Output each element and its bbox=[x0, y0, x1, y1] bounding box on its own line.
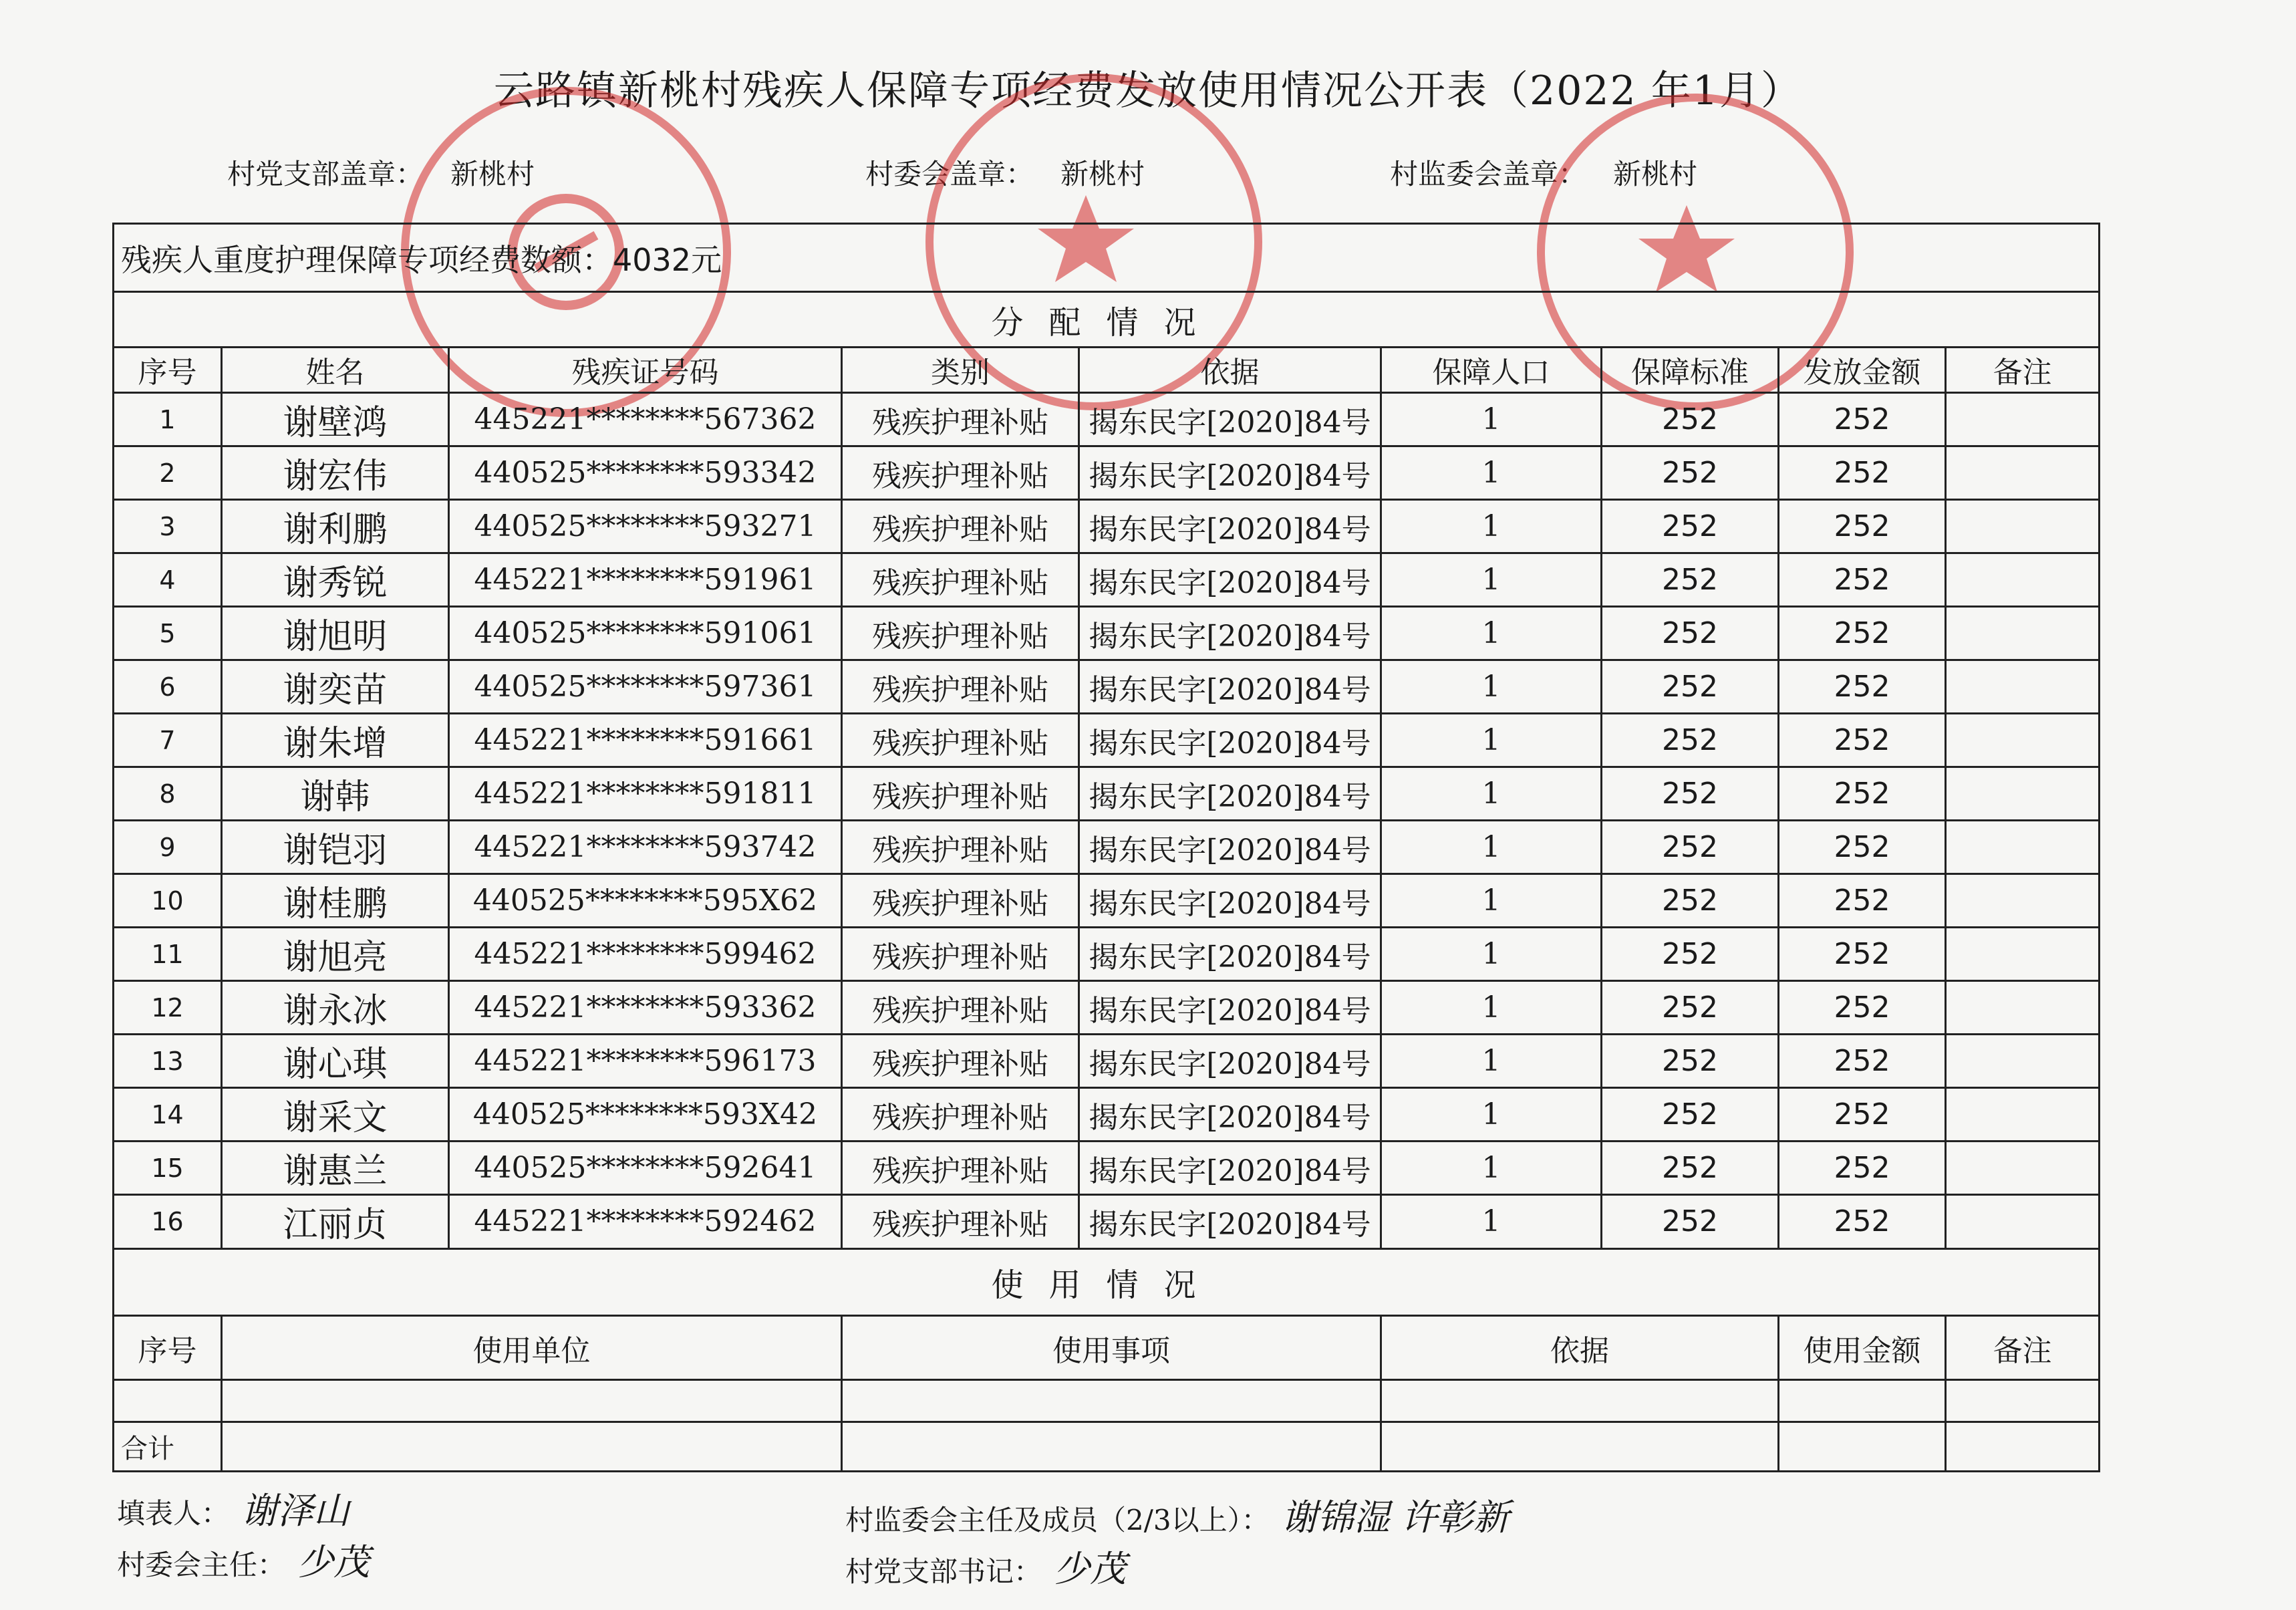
row-index: 12 bbox=[114, 981, 222, 1035]
row-basis: 揭东民字[2020]84号 bbox=[1079, 714, 1381, 767]
secretary-label: 村党支部书记： bbox=[845, 1555, 1042, 1588]
row-name: 谢利鹏 bbox=[222, 500, 449, 553]
usage-header-amount: 使用金额 bbox=[1779, 1315, 1946, 1379]
row-population: 1 bbox=[1381, 714, 1602, 767]
row-name: 谢奕苗 bbox=[222, 660, 449, 714]
row-category: 残疾护理补贴 bbox=[842, 393, 1079, 446]
row-name: 谢朱增 bbox=[222, 714, 449, 767]
row-amount: 252 bbox=[1779, 1088, 1946, 1142]
row-name: 谢永冰 bbox=[222, 981, 449, 1035]
row-cert-number: 440525********592641 bbox=[449, 1142, 842, 1195]
row-name: 谢壁鸿 bbox=[222, 393, 449, 446]
row-category: 残疾护理补贴 bbox=[842, 928, 1079, 981]
row-standard: 252 bbox=[1602, 821, 1779, 874]
supervision-seal-label: 村监委会盖章： bbox=[1390, 158, 1587, 190]
row-cert-number: 445221********599462 bbox=[449, 928, 842, 981]
col-header-index: 序号 bbox=[114, 347, 222, 392]
row-name: 谢旭明 bbox=[222, 607, 449, 660]
supervisors-names: 谢锦湿 许彰新 bbox=[1281, 1496, 1510, 1538]
row-index: 11 bbox=[114, 928, 222, 981]
party-seal-label: 村党支部盖章： bbox=[227, 158, 424, 190]
row-standard: 252 bbox=[1602, 981, 1779, 1035]
row-cert-number: 440525********593271 bbox=[449, 500, 842, 553]
row-standard: 252 bbox=[1602, 553, 1779, 607]
row-population: 1 bbox=[1381, 874, 1602, 928]
row-cert-number: 445221********591661 bbox=[449, 714, 842, 767]
row-cert-number: 445221********593742 bbox=[449, 821, 842, 874]
row-remarks bbox=[1946, 928, 2100, 981]
row-remarks bbox=[1946, 393, 2100, 446]
row-category: 残疾护理补贴 bbox=[842, 1142, 1079, 1195]
row-population: 1 bbox=[1381, 553, 1602, 607]
distribution-section-title: 分配情况 bbox=[114, 292, 2100, 347]
row-amount: 252 bbox=[1779, 821, 1946, 874]
row-standard: 252 bbox=[1602, 928, 1779, 981]
row-remarks bbox=[1946, 1195, 2100, 1248]
row-population: 1 bbox=[1381, 446, 1602, 500]
row-basis: 揭东民字[2020]84号 bbox=[1079, 500, 1381, 553]
disbursement-table bbox=[112, 223, 2098, 1472]
row-population: 1 bbox=[1381, 607, 1602, 660]
row-index: 8 bbox=[114, 767, 222, 821]
committee-seal-value: 新桃村 bbox=[1060, 158, 1145, 190]
preparer-signature bbox=[117, 1482, 349, 1534]
row-cert-number: 445221********591961 bbox=[449, 553, 842, 607]
director-signature bbox=[117, 1534, 370, 1585]
row-standard: 252 bbox=[1602, 660, 1779, 714]
row-name: 谢韩 bbox=[222, 767, 449, 821]
row-cert-number: 445221********567362 bbox=[449, 393, 842, 446]
party-seal-value: 新桃村 bbox=[450, 158, 535, 190]
row-remarks bbox=[1946, 1088, 2100, 1142]
row-basis: 揭东民字[2020]84号 bbox=[1079, 821, 1381, 874]
supervisors-signature bbox=[845, 1489, 1510, 1540]
director-label: 村委会主任： bbox=[117, 1549, 286, 1581]
row-index: 3 bbox=[114, 500, 222, 553]
row-cert-number: 440525********595X62 bbox=[449, 874, 842, 928]
row-cert-number: 445221********591811 bbox=[449, 767, 842, 821]
row-cert-number: 440525********597361 bbox=[449, 660, 842, 714]
row-index: 13 bbox=[114, 1035, 222, 1088]
row-amount: 252 bbox=[1779, 981, 1946, 1035]
row-category: 残疾护理补贴 bbox=[842, 660, 1079, 714]
row-population: 1 bbox=[1381, 821, 1602, 874]
row-category: 残疾护理补贴 bbox=[842, 446, 1079, 500]
usage-total-label: 合计 bbox=[114, 1422, 222, 1471]
row-basis: 揭东民字[2020]84号 bbox=[1079, 981, 1381, 1035]
row-amount: 252 bbox=[1779, 553, 1946, 607]
row-index: 10 bbox=[114, 874, 222, 928]
row-remarks bbox=[1946, 767, 2100, 821]
row-cert-number: 445221********593362 bbox=[449, 981, 842, 1035]
fund-amount: 残疾人重度护理保障专项经费数额：4032元 bbox=[114, 224, 2100, 292]
row-amount: 252 bbox=[1779, 660, 1946, 714]
row-index: 2 bbox=[114, 446, 222, 500]
row-basis: 揭东民字[2020]84号 bbox=[1079, 446, 1381, 500]
row-category: 残疾护理补贴 bbox=[842, 767, 1079, 821]
row-remarks bbox=[1946, 821, 2100, 874]
row-index: 4 bbox=[114, 553, 222, 607]
row-basis: 揭东民字[2020]84号 bbox=[1079, 1195, 1381, 1248]
row-category: 残疾护理补贴 bbox=[842, 1035, 1079, 1088]
row-remarks bbox=[1946, 981, 2100, 1035]
usage-header-basis: 依据 bbox=[1381, 1315, 1779, 1379]
preparer-name: 谢泽山 bbox=[241, 1490, 350, 1532]
row-standard: 252 bbox=[1602, 1142, 1779, 1195]
table-row bbox=[114, 660, 2100, 714]
secretary-name: 少茂 bbox=[1054, 1548, 1127, 1590]
row-standard: 252 bbox=[1602, 767, 1779, 821]
col-header-basis: 依据 bbox=[1079, 347, 1381, 392]
usage-empty-row bbox=[114, 1380, 2100, 1422]
row-name: 江丽贞 bbox=[222, 1195, 449, 1248]
row-population: 1 bbox=[1381, 1035, 1602, 1088]
row-index: 14 bbox=[114, 1088, 222, 1142]
table-row bbox=[114, 874, 2100, 928]
row-name: 谢惠兰 bbox=[222, 1142, 449, 1195]
col-header-cert: 残疾证号码 bbox=[449, 347, 842, 392]
row-standard: 252 bbox=[1602, 1035, 1779, 1088]
col-header-remarks: 备注 bbox=[1946, 347, 2100, 392]
table-row bbox=[114, 1195, 2100, 1248]
row-remarks bbox=[1946, 1142, 2100, 1195]
supervision-seal-value: 新桃村 bbox=[1613, 158, 1698, 190]
col-header-amount: 发放金额 bbox=[1779, 347, 1946, 392]
row-index: 9 bbox=[114, 821, 222, 874]
row-population: 1 bbox=[1381, 981, 1602, 1035]
row-basis: 揭东民字[2020]84号 bbox=[1079, 1142, 1381, 1195]
row-amount: 252 bbox=[1779, 767, 1946, 821]
row-remarks bbox=[1946, 874, 2100, 928]
row-standard: 252 bbox=[1602, 446, 1779, 500]
usage-header-item: 使用事项 bbox=[842, 1315, 1381, 1379]
row-name: 谢心琪 bbox=[222, 1035, 449, 1088]
row-cert-number: 445221********596173 bbox=[449, 1035, 842, 1088]
row-standard: 252 bbox=[1602, 500, 1779, 553]
row-basis: 揭东民字[2020]84号 bbox=[1079, 1088, 1381, 1142]
usage-section-title: 使用情况 bbox=[114, 1248, 2100, 1315]
row-amount: 252 bbox=[1779, 1142, 1946, 1195]
row-amount: 252 bbox=[1779, 607, 1946, 660]
table-row bbox=[114, 767, 2100, 821]
row-name: 谢旭亮 bbox=[222, 928, 449, 981]
col-header-population: 保障人口 bbox=[1381, 347, 1602, 392]
row-cert-number: 440525********593X42 bbox=[449, 1088, 842, 1142]
table-row bbox=[114, 393, 2100, 446]
row-standard: 252 bbox=[1602, 393, 1779, 446]
secretary-signature bbox=[845, 1540, 1126, 1592]
row-basis: 揭东民字[2020]84号 bbox=[1079, 1035, 1381, 1088]
row-standard: 252 bbox=[1602, 1195, 1779, 1248]
row-amount: 252 bbox=[1779, 1035, 1946, 1088]
usage-header-unit: 使用单位 bbox=[222, 1315, 842, 1379]
row-category: 残疾护理补贴 bbox=[842, 874, 1079, 928]
row-population: 1 bbox=[1381, 928, 1602, 981]
director-name: 少茂 bbox=[297, 1541, 370, 1583]
row-amount: 252 bbox=[1779, 393, 1946, 446]
row-remarks bbox=[1946, 714, 2100, 767]
row-index: 16 bbox=[114, 1195, 222, 1248]
row-amount: 252 bbox=[1779, 1195, 1946, 1248]
row-name: 谢采文 bbox=[222, 1088, 449, 1142]
table-row bbox=[114, 500, 2100, 553]
table-row bbox=[114, 821, 2100, 874]
row-remarks bbox=[1946, 553, 2100, 607]
row-basis: 揭东民字[2020]84号 bbox=[1079, 928, 1381, 981]
row-amount: 252 bbox=[1779, 874, 1946, 928]
usage-total-row bbox=[114, 1422, 2100, 1471]
table-row bbox=[114, 553, 2100, 607]
row-category: 残疾护理补贴 bbox=[842, 607, 1079, 660]
row-population: 1 bbox=[1381, 660, 1602, 714]
row-cert-number: 440525********593342 bbox=[449, 446, 842, 500]
row-category: 残疾护理补贴 bbox=[842, 553, 1079, 607]
row-category: 残疾护理补贴 bbox=[842, 714, 1079, 767]
row-population: 1 bbox=[1381, 1142, 1602, 1195]
table-row bbox=[114, 1035, 2100, 1088]
row-basis: 揭东民字[2020]84号 bbox=[1079, 874, 1381, 928]
row-cert-number: 440525********591061 bbox=[449, 607, 842, 660]
committee-seal-label: 村委会盖章： bbox=[865, 158, 1034, 190]
row-population: 1 bbox=[1381, 1088, 1602, 1142]
row-amount: 252 bbox=[1779, 928, 1946, 981]
row-basis: 揭东民字[2020]84号 bbox=[1079, 393, 1381, 446]
table-row bbox=[114, 981, 2100, 1035]
col-header-standard: 保障标准 bbox=[1602, 347, 1779, 392]
row-amount: 252 bbox=[1779, 714, 1946, 767]
row-basis: 揭东民字[2020]84号 bbox=[1079, 767, 1381, 821]
row-category: 残疾护理补贴 bbox=[842, 821, 1079, 874]
row-population: 1 bbox=[1381, 1195, 1602, 1248]
table-row bbox=[114, 446, 2100, 500]
row-cert-number: 445221********592462 bbox=[449, 1195, 842, 1248]
table-row bbox=[114, 1088, 2100, 1142]
table-row bbox=[114, 928, 2100, 981]
row-amount: 252 bbox=[1779, 446, 1946, 500]
row-name: 谢桂鹏 bbox=[222, 874, 449, 928]
row-remarks bbox=[1946, 446, 2100, 500]
page-title: 云路镇新桃村残疾人保障专项经费发放使用情况公开表（2022 年1月） bbox=[494, 68, 1802, 114]
row-category: 残疾护理补贴 bbox=[842, 500, 1079, 553]
row-basis: 揭东民字[2020]84号 bbox=[1079, 553, 1381, 607]
row-category: 残疾护理补贴 bbox=[842, 981, 1079, 1035]
row-index: 1 bbox=[114, 393, 222, 446]
row-basis: 揭东民字[2020]84号 bbox=[1079, 660, 1381, 714]
row-standard: 252 bbox=[1602, 714, 1779, 767]
usage-header-remarks: 备注 bbox=[1946, 1315, 2100, 1379]
table-row bbox=[114, 1142, 2100, 1195]
usage-header-index: 序号 bbox=[114, 1315, 222, 1379]
supervisors-label: 村监委会主任及成员（2/3以上）： bbox=[845, 1504, 1270, 1536]
row-standard: 252 bbox=[1602, 607, 1779, 660]
row-remarks bbox=[1946, 1035, 2100, 1088]
row-index: 15 bbox=[114, 1142, 222, 1195]
row-standard: 252 bbox=[1602, 1088, 1779, 1142]
row-category: 残疾护理补贴 bbox=[842, 1088, 1079, 1142]
row-amount: 252 bbox=[1779, 500, 1946, 553]
row-remarks bbox=[1946, 500, 2100, 553]
row-index: 6 bbox=[114, 660, 222, 714]
row-name: 谢宏伟 bbox=[222, 446, 449, 500]
col-header-category: 类别 bbox=[842, 347, 1079, 392]
row-name: 谢铠羽 bbox=[222, 821, 449, 874]
row-standard: 252 bbox=[1602, 874, 1779, 928]
row-remarks bbox=[1946, 607, 2100, 660]
row-name: 谢秀锐 bbox=[222, 553, 449, 607]
table-row bbox=[114, 607, 2100, 660]
table-row bbox=[114, 714, 2100, 767]
row-basis: 揭东民字[2020]84号 bbox=[1079, 607, 1381, 660]
row-index: 7 bbox=[114, 714, 222, 767]
row-population: 1 bbox=[1381, 500, 1602, 553]
row-index: 5 bbox=[114, 607, 222, 660]
row-population: 1 bbox=[1381, 393, 1602, 446]
row-population: 1 bbox=[1381, 767, 1602, 821]
row-remarks bbox=[1946, 660, 2100, 714]
preparer-label: 填表人： bbox=[117, 1497, 230, 1530]
row-category: 残疾护理补贴 bbox=[842, 1195, 1079, 1248]
col-header-name: 姓名 bbox=[222, 347, 449, 392]
